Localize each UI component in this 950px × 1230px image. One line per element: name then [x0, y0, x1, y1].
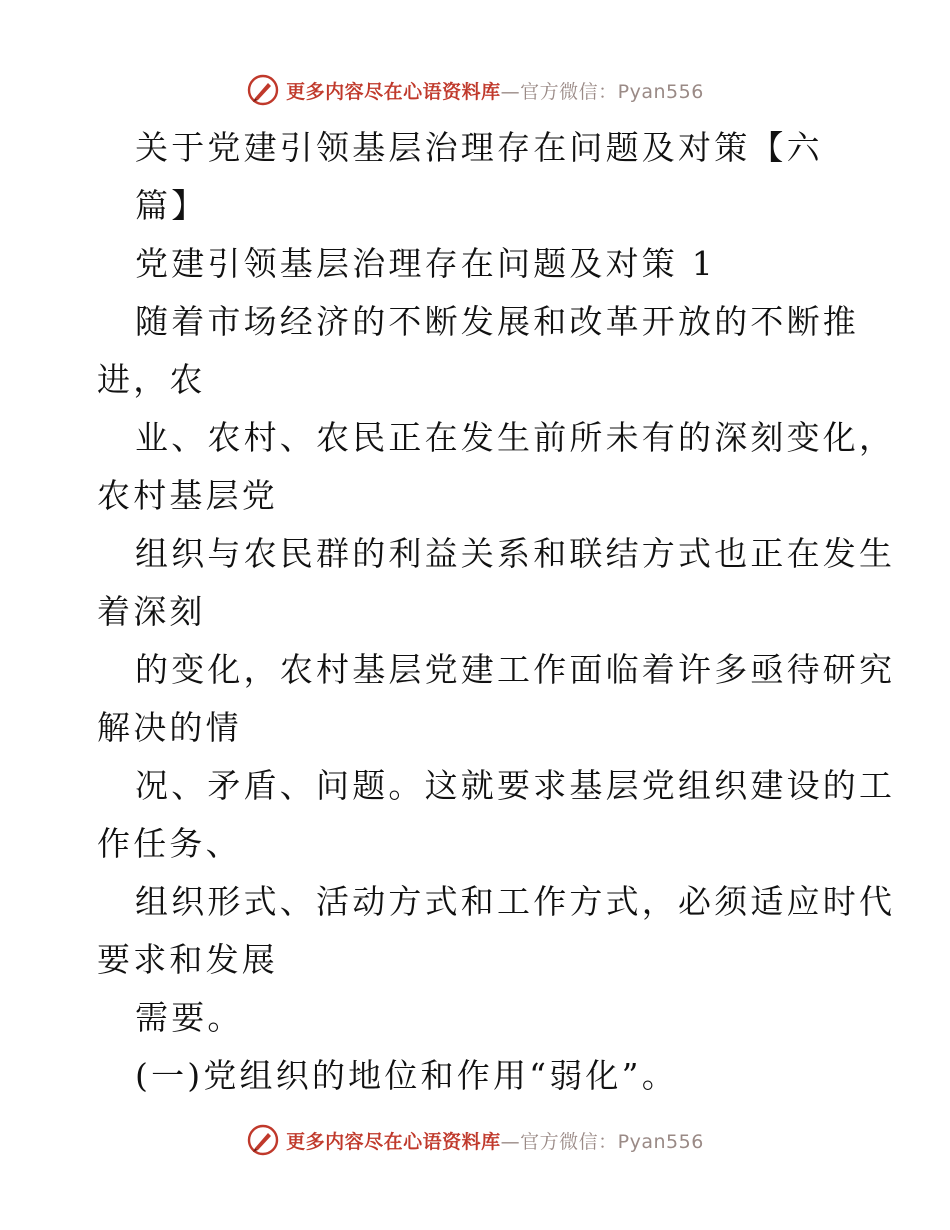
title-line-2: 篇】	[135, 186, 208, 225]
pen-logo-icon	[246, 1123, 280, 1157]
subheading-line: (一)党组织的地位和作用“弱化”。	[135, 1056, 678, 1095]
paragraph-line: 要求和发展	[97, 940, 278, 979]
paragraph-line: 需要。	[135, 998, 244, 1037]
paragraph-line: 况、矛盾、问题。这就要求基层党组织建设的工	[135, 766, 896, 805]
watermark-red-text: 更多内容尽在心语资料库	[286, 1130, 501, 1153]
paragraph-line: 解决的情	[97, 708, 242, 747]
paragraph-line: 业、农村、农民正在发生前所未有的深刻变化，	[135, 418, 896, 457]
paragraph-line: 农村基层党	[97, 476, 278, 515]
paragraph-line: 的变化，农村基层党建工作面临着许多亟待研究	[135, 650, 896, 689]
paragraph-line: 着深刻	[97, 592, 206, 631]
paragraph-line: 组织与农民群的利益关系和联结方式也正在发生	[135, 534, 896, 573]
watermark-red-text: 更多内容尽在心语资料库	[286, 80, 501, 103]
paragraph-line: 组织形式、活动方式和工作方式，必须适应时代	[135, 882, 896, 921]
footer-watermark	[0, 1120, 950, 1160]
watermark-gray-text: —官方微信：Pyan556	[500, 80, 704, 103]
watermark-gray-text: —官方微信：Pyan556	[500, 1130, 704, 1153]
paragraph-line: 进，农	[97, 360, 206, 399]
section-heading: 党建引领基层治理存在问题及对策 1	[135, 244, 716, 283]
watermark-text	[286, 1127, 704, 1154]
title-line-1: 关于党建引领基层治理存在问题及对策【六	[135, 128, 823, 167]
paragraph-line: 随着市场经济的不断发展和改革开放的不断推	[135, 302, 859, 341]
paragraph-line: 作任务、	[97, 824, 242, 863]
